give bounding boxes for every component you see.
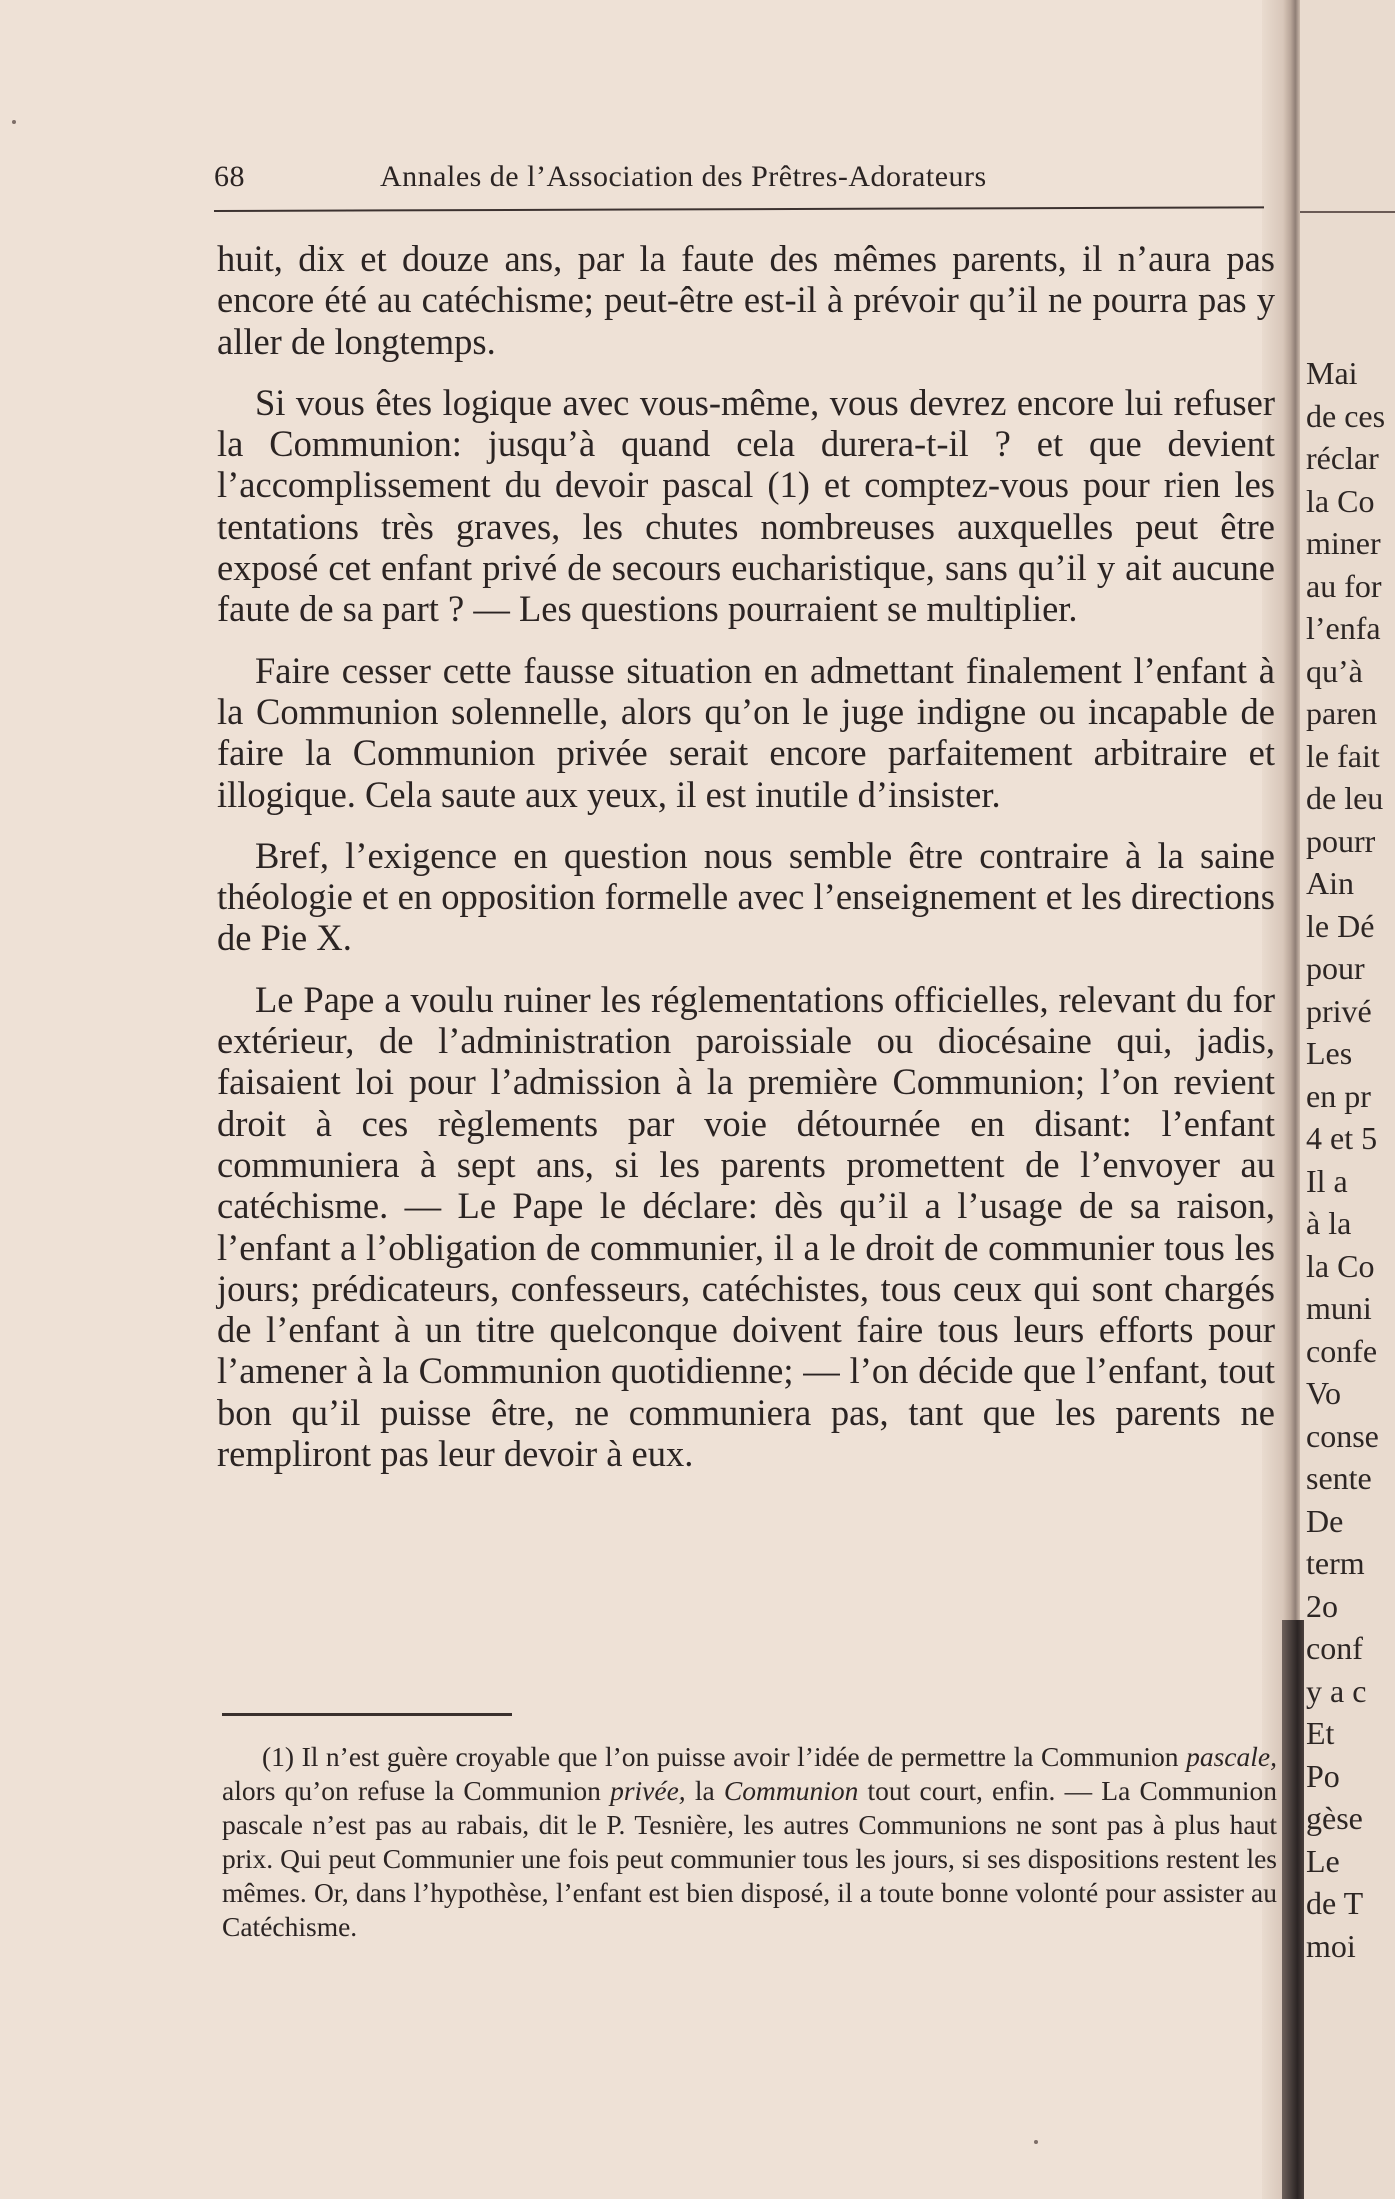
paragraph: Le Pape a voulu ruiner les réglementations officielles, relevant du for extérieur, de l’administration paroissiale ou diocésaine qui, jadis, faisaient loi pour l’admission à la première Communion; l’on revient droit à ces règlements par voie détournée en disant: l’enfant communiera à sept ans, si les parents promettent de l’envoyer au catéchisme. — Le Pape le déclare: dès qu’il a l’usage de sa raison, l’enfant a l’obligation de communier, il a le droit de communier tous les jours; prédicateurs, confesseurs, catéchistes, tous ceux qui sont chargés de l’enfant à un titre quelconque doivent faire tous leurs efforts pour l’amener à la Communion quotidienne; — l’on décide que l’enfant, tout bon qu’il puisse être, ne communiera pas, tant que les parents ne rempliront pas leur devoir à eux. (217, 978, 1275, 1475)
facing-page-fragment: 4 et 5 (1306, 1120, 1378, 1156)
facing-page-fragment: De (1306, 1503, 1344, 1539)
facing-page-fragment: Il a (1306, 1163, 1348, 1199)
facing-page-fragment: Ain (1306, 865, 1354, 901)
facing-page-fragment: Le (1306, 1843, 1340, 1879)
footnote-segment: alors qu’on refuse la Communion (222, 1775, 611, 1806)
facing-page-fragment: Mai (1306, 355, 1358, 391)
facing-page-fragment: gèse (1306, 1800, 1363, 1836)
footnote-rule (222, 1713, 512, 1716)
facing-page-fragment: conf (1306, 1630, 1363, 1666)
facing-page-fragment: Les (1306, 1035, 1353, 1071)
footnote-text (222, 1740, 1277, 1944)
facing-page-fragment: pour (1306, 950, 1365, 986)
facing-page-fragment: sente (1306, 1460, 1372, 1496)
facing-page-fragment: Vo (1306, 1375, 1341, 1411)
facing-page-fragment: la Co (1306, 483, 1375, 519)
facing-page-fragment: conse (1306, 1418, 1379, 1454)
facing-page-fragment: l’enfa (1306, 610, 1381, 646)
footnote-emphasis: privée, (610, 1775, 686, 1806)
facing-page-fragment: moi (1306, 1928, 1356, 1964)
running-title: Annales de l’Association des Prêtres-Adorateurs (380, 160, 987, 193)
facing-page-fragment: paren (1306, 695, 1378, 731)
facing-page-fragment: term (1306, 1545, 1365, 1581)
footnote-emphasis: Communion (723, 1775, 859, 1806)
facing-page-fragment: privé (1306, 993, 1372, 1029)
facing-page-fragment: Po (1306, 1758, 1340, 1794)
facing-page-fragment: pourr (1306, 823, 1376, 859)
facing-page-fragment: de ces (1306, 398, 1386, 434)
facing-page-fragment: miner (1306, 525, 1381, 561)
paragraph: huit, dix et douze ans, par la faute des mêmes parents, il n’aura pas encore été au catéchisme; peut-être est-il à prévoir qu’il ne pourra pas y aller de longtemps. (217, 238, 1275, 362)
paper-speck (1034, 2140, 1038, 2144)
main-text (217, 238, 1275, 1494)
facing-page-fragment: réclar (1306, 440, 1379, 476)
footnote-segment: la (685, 1775, 724, 1806)
paragraph: Faire cesser cette fausse situation en admettant finalement l’enfant à la Communion solennelle, alors qu’on le juge indigne ou incapable de faire la Communion privée serait encore parfaitement arbitraire et illogique. Cela saute aux yeux, il est inutile d’insister. (217, 649, 1275, 815)
paragraph: Bref, l’exigence en question nous semble être contraire à la saine théologie et en opposition formelle avec l’enseignement et les directions de Pie X. (217, 834, 1275, 959)
facing-page-fragment: de T (1306, 1885, 1364, 1921)
facing-page-fragment: au for (1306, 568, 1382, 604)
facing-page-fragment: de leu (1306, 780, 1384, 816)
facing-page-fragment: la Co (1306, 1248, 1375, 1284)
facing-page-fragment: qu’à (1306, 653, 1363, 689)
facing-page-fragment: confe (1306, 1333, 1378, 1369)
facing-page-fragment: muni (1306, 1290, 1372, 1326)
facing-page-fragment: 2o (1306, 1588, 1338, 1624)
footnote (222, 1740, 1277, 1944)
paragraph: Si vous êtes logique avec vous-même, vous devrez encore lui refuser la Communion: jusqu’à quand cela durera-t-il ? et que devient l’accomplissement du devoir pascal (1) et comptez-vous pour rien les tentations très graves, les chutes nombreuses auxquelles peut être exposé cet enfant privé de secours eucharistique, sans qu’il y ait aucune faute de sa part ? — Les questions pourraient se multiplier. (217, 381, 1275, 630)
facing-page-fragment: à la (1306, 1205, 1352, 1241)
facing-page-fragment: en pr (1306, 1078, 1371, 1114)
facing-page-fragment: Et (1306, 1715, 1335, 1751)
facing-page-fragment: le Dé (1306, 908, 1375, 944)
footnote-segment: (1) Il n’est guère croyable que l’on puisse avoir l’idée de permettre la Communion (262, 1741, 1187, 1772)
facing-page-header-rule (1300, 211, 1395, 213)
facing-page-fragment: le fait (1306, 738, 1380, 774)
footnote-segment: tout court, enfin. — La Communion pascale n’est pas au rabais, dit le P. Tesnière, les autres Communions ne sont pas à plus haut prix. Qui peut Communier une fois peut communier tous les jours, si ses dispositions restent les mêmes. Or, dans l’hypothèse, l’enfant est bien disposé, il a toute bonne volonté pour assister au Catéchisme. (222, 1775, 1277, 1942)
page-number: 68 (214, 160, 245, 193)
paper-speck (12, 120, 16, 124)
spine-shadow (1282, 1620, 1304, 2199)
facing-page-fragment: y a c (1306, 1673, 1367, 1709)
running-header (214, 160, 1264, 202)
footnote-emphasis: pascale, (1186, 1741, 1277, 1772)
